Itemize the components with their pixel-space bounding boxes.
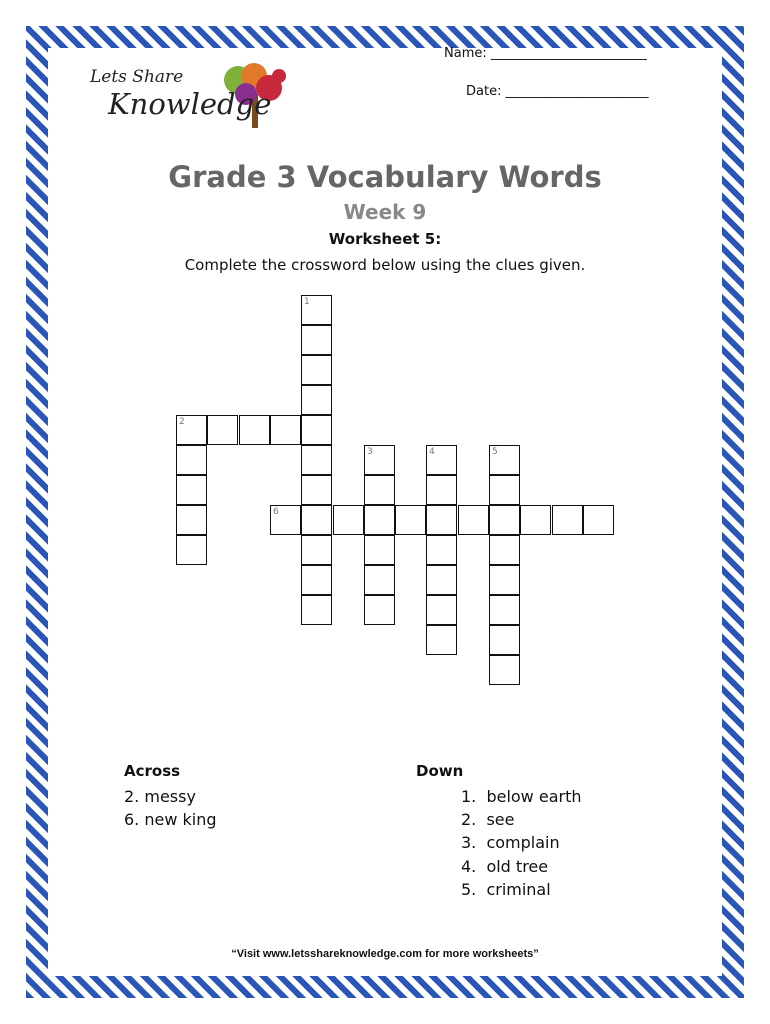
crossword-cell[interactable]: [364, 595, 395, 625]
crossword-cell[interactable]: [458, 505, 489, 535]
crossword-cell[interactable]: [395, 505, 426, 535]
crossword-cell[interactable]: [239, 415, 270, 445]
crossword-cell[interactable]: [489, 475, 520, 505]
crossword-cell[interactable]: [489, 655, 520, 685]
crossword-cell[interactable]: [520, 505, 551, 535]
crossword-cell[interactable]: [301, 595, 332, 625]
crossword-cell[interactable]: [426, 505, 457, 535]
crossword-cell[interactable]: [426, 595, 457, 625]
crossword-cell[interactable]: [426, 625, 457, 655]
across-clue: 2. messy: [124, 787, 196, 806]
crossword-cell[interactable]: [426, 475, 457, 505]
clue-number: 1: [304, 297, 310, 307]
page-title: Grade 3 Vocabulary Words: [168, 160, 602, 194]
clue-number: 6: [273, 507, 279, 517]
down-clue: 1. below earth: [461, 787, 582, 806]
page-subtitle: Week 9: [343, 200, 427, 224]
crossword-cell[interactable]: [176, 475, 207, 505]
down-clue: 5. criminal: [461, 880, 551, 899]
crossword-cell[interactable]: [489, 595, 520, 625]
crossword-cell[interactable]: [301, 565, 332, 595]
crossword-cell[interactable]: [426, 535, 457, 565]
footer-text: “Visit www.letsshareknowledge.com for more worksheets”: [231, 948, 539, 960]
crossword-cell[interactable]: [270, 505, 301, 535]
crossword-cell[interactable]: [301, 355, 332, 385]
crossword-cell[interactable]: [489, 445, 520, 475]
crossword-cell[interactable]: [489, 565, 520, 595]
crossword-cell[interactable]: [489, 535, 520, 565]
crossword-cell[interactable]: [426, 565, 457, 595]
across-heading: Across: [124, 762, 181, 780]
down-clue: 4. old tree: [461, 857, 549, 876]
clue-number: 4: [429, 447, 435, 457]
date-field[interactable]: Date: ______________________: [466, 84, 649, 99]
crossword-cell[interactable]: [301, 385, 332, 415]
name-field[interactable]: Name: ________________________: [444, 46, 647, 61]
crossword-cell[interactable]: [176, 535, 207, 565]
crossword-cell[interactable]: [364, 565, 395, 595]
crossword-cell[interactable]: [364, 535, 395, 565]
logo-text-bottom: Knowledge: [108, 87, 272, 121]
crossword-cell[interactable]: [301, 445, 332, 475]
crossword-cell[interactable]: [176, 415, 207, 445]
logo: [86, 58, 306, 138]
crossword-cell[interactable]: [176, 505, 207, 535]
crossword-cell[interactable]: [301, 475, 332, 505]
down-heading: Down: [416, 762, 464, 780]
down-clue: 2. see: [461, 810, 515, 829]
worksheet-heading: Worksheet 5:: [328, 230, 442, 248]
crossword-cell[interactable]: [364, 475, 395, 505]
crossword-cell[interactable]: [583, 505, 614, 535]
crossword-cell[interactable]: [301, 325, 332, 355]
crossword-cell[interactable]: [364, 445, 395, 475]
crossword-cell[interactable]: [364, 505, 395, 535]
clue-number: 3: [367, 447, 373, 457]
crossword-cell[interactable]: [270, 415, 301, 445]
logo-text-top: Lets Share: [90, 67, 184, 87]
clue-number: 2: [179, 417, 185, 427]
across-clue: 6. new king: [124, 810, 217, 829]
crossword-cell[interactable]: [301, 295, 332, 325]
crossword-cell[interactable]: [301, 415, 332, 445]
clue-number: 5: [492, 447, 498, 457]
crossword-cell[interactable]: [333, 505, 364, 535]
crossword-cell[interactable]: [176, 445, 207, 475]
crossword-cell[interactable]: [489, 625, 520, 655]
crossword-cell[interactable]: [426, 445, 457, 475]
crossword-cell[interactable]: [552, 505, 583, 535]
crossword-cell[interactable]: [207, 415, 238, 445]
instructions: Complete the crossword below using the clues given.: [184, 256, 586, 274]
crossword-cell[interactable]: [301, 535, 332, 565]
crossword-cell[interactable]: [301, 505, 332, 535]
down-clue: 3. complain: [461, 833, 560, 852]
crossword-cell[interactable]: [489, 505, 520, 535]
